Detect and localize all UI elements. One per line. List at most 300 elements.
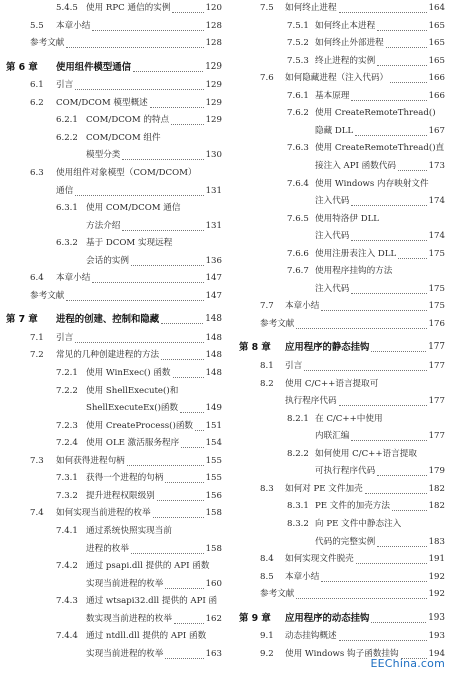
toc-entry (0, 147, 222, 162)
section-number: 7.5 (260, 3, 274, 13)
page-number: 162 (205, 613, 222, 624)
dot-leader (371, 622, 426, 623)
watermark-logo: EEChina.com (370, 657, 445, 670)
page-number: 130 (205, 150, 222, 161)
toc-entry (235, 446, 445, 461)
page-number: 175 (428, 301, 445, 312)
toc-entry (235, 358, 445, 373)
section-title: 通过 wtsapi32.dll 提供的 API 函 (86, 596, 218, 607)
toc-entry (0, 200, 222, 215)
page-number: 175 (428, 248, 445, 259)
section-title: 常见的几种创建进程的方法 (56, 350, 160, 361)
section-number: 7.3 (30, 455, 44, 466)
page-number: 176 (428, 318, 445, 329)
section-number: 5.4.5 (56, 3, 78, 13)
section-number: 7.1 (30, 332, 44, 343)
section-title: 参考文献 (260, 318, 295, 329)
section-title: 执行程序代码 (285, 396, 337, 407)
section-title: 模型分类 (86, 150, 121, 161)
page-number: 160 (205, 578, 222, 589)
dot-leader (195, 430, 204, 431)
dot-leader (122, 159, 204, 160)
dot-leader (172, 12, 204, 13)
dot-leader (127, 465, 204, 466)
section-number: 7.4 (30, 508, 44, 519)
toc-entry (0, 576, 222, 591)
dot-leader (339, 405, 427, 406)
toc-entry (0, 130, 222, 145)
page-number: 177 (428, 431, 445, 442)
section-number: 8.3.2 (287, 518, 309, 529)
section-title: 代码的完整实例 (315, 536, 376, 547)
section-number: 6.2 (30, 97, 44, 108)
section-title: 使用 OLE 激活服务程序 (86, 438, 180, 449)
page-number: 175 (428, 283, 445, 294)
page-number: 192 (428, 571, 445, 582)
section-title: 终止进程的实例 (315, 55, 376, 66)
section-title: 使用注册表注入 DLL (315, 248, 397, 259)
page-number: 177 (428, 361, 445, 371)
toc-entry (235, 105, 445, 120)
section-title: 会话的实例 (86, 255, 129, 266)
page-number: 147 (205, 290, 222, 301)
toc-entry (235, 298, 445, 313)
page-number: 128 (205, 38, 222, 49)
section-title: 参考文献 (30, 38, 65, 49)
dot-leader (161, 323, 203, 324)
page-number: 131 (205, 220, 222, 231)
toc-entry (235, 281, 445, 296)
section-number: 7.6.6 (287, 248, 309, 259)
dot-leader (75, 342, 204, 343)
toc-entry (0, 435, 222, 450)
page-number: 182 (428, 483, 445, 494)
section-title: 使用 Windows 内存映射文件 (315, 178, 429, 189)
page-number: 155 (205, 455, 222, 466)
section-title: 本章小结 (56, 20, 91, 31)
toc-entry (235, 176, 445, 191)
section-title: 本章小结 (285, 301, 320, 312)
toc-entry (235, 140, 445, 155)
dot-leader (66, 47, 204, 48)
toc-entry (235, 228, 445, 243)
dot-leader (173, 377, 204, 378)
dot-leader (339, 640, 427, 641)
section-number: 7.6.5 (287, 213, 309, 224)
toc-entry (235, 193, 445, 208)
section-title: 使用程序挂钩的方法 (315, 266, 393, 277)
toc-entry (0, 383, 222, 398)
toc-entry (0, 541, 222, 556)
page-number: 129 (205, 115, 222, 126)
dot-leader (92, 30, 204, 31)
page-number: 174 (428, 196, 445, 207)
toc-entry (235, 263, 445, 278)
toc-entry (0, 288, 222, 303)
section-title: 隐藏 DLL (315, 125, 354, 136)
section-title: 实现当前进程的枚举 (86, 578, 164, 589)
section-title: 如何终止外部进程 (315, 38, 384, 49)
toc-entry (0, 112, 222, 127)
section-title: 使用特洛伊 DLL (315, 213, 380, 224)
page-number: 165 (428, 55, 445, 66)
section-number: 9.2 (260, 648, 274, 659)
toc-chapter-heading (235, 339, 445, 354)
dot-leader (371, 351, 426, 352)
section-number: 8.2.1 (287, 413, 309, 424)
section-title: 向 PE 文件中静态注入 (315, 518, 402, 529)
dot-leader (296, 598, 427, 599)
toc-entry (0, 593, 222, 608)
page-number: 156 (205, 490, 222, 501)
section-number: 7.6.4 (287, 178, 309, 189)
toc-entry (235, 481, 445, 496)
section-title: 如何实现文件脱壳 (285, 554, 354, 565)
section-title: 使用 CreateRemoteThread() (315, 108, 436, 119)
toc-entry (235, 498, 445, 513)
dot-leader (165, 658, 204, 659)
section-number: 7.4.1 (56, 525, 78, 536)
toc-entry (0, 628, 222, 643)
page-number: 148 (205, 332, 222, 343)
page-number: 177 (428, 396, 445, 407)
section-title: 方法介绍 (86, 220, 121, 231)
toc-entry (0, 270, 222, 285)
section-title: 接注入 API 函数代码 (315, 160, 397, 171)
section-title: 使用 Windows 钩子函数挂钩 (285, 648, 399, 659)
dot-leader (296, 328, 427, 329)
toc-entry (0, 165, 222, 180)
section-title: 使用 CreateRemoteThread()直 (315, 143, 445, 154)
toc-entry (0, 470, 222, 485)
section-title: 如何实现当前进程的枚举 (56, 508, 151, 519)
page-number: 165 (428, 38, 445, 49)
dot-leader (351, 205, 427, 206)
toc-entry (0, 558, 222, 573)
section-title: 进程的枚举 (86, 543, 129, 554)
section-title: 参考文献 (30, 290, 65, 301)
section-number: 7.2.4 (56, 438, 78, 449)
chapter-number: 第 6 章 (6, 61, 38, 73)
dot-leader (365, 493, 427, 494)
page-number: 164 (428, 3, 445, 13)
section-title: PE 文件的加壳方法 (315, 501, 390, 512)
toc-entry (235, 123, 445, 138)
section-title: 注入代码 (315, 231, 350, 242)
section-title: 如何使用 C/C++语言提取 (315, 448, 417, 459)
section-title: 获得一个进程的句柄 (86, 473, 164, 484)
page-number: 173 (428, 160, 445, 171)
dot-leader (171, 124, 204, 125)
toc-entry (235, 376, 445, 391)
chapter-title: 进程的创建、控制和隐藏 (56, 314, 160, 326)
dot-leader (131, 265, 204, 266)
section-number: 7.6.1 (287, 90, 309, 101)
toc-entry (235, 463, 445, 478)
section-title: 通过系统快照实现当前 (86, 525, 172, 536)
section-title: 基于 DCOM 实现远程 (86, 238, 173, 249)
section-title: 使用 COM/DCOM 通信 (86, 203, 181, 214)
section-number: 7.7 (260, 301, 274, 312)
chapter-number: 第 9 章 (239, 612, 271, 624)
dot-leader (377, 65, 427, 66)
dot-leader (356, 563, 427, 564)
dot-leader (321, 581, 427, 582)
dot-leader (122, 230, 204, 231)
toc-entry (235, 534, 445, 549)
page-number: 148 (205, 350, 222, 361)
section-number: 8.3 (260, 483, 274, 494)
section-title: 使用 ShellExecute()和 (86, 385, 179, 396)
page-number: 158 (205, 508, 222, 519)
chapter-number: 第 8 章 (239, 342, 271, 354)
section-title: 使用 C/C++语言提取可 (285, 378, 379, 389)
toc-chapter-heading (235, 610, 445, 625)
section-number: 7.4.2 (56, 561, 78, 572)
toc-entry (235, 628, 445, 643)
dot-leader (157, 500, 204, 501)
chapter-title: 应用程序的动态挂钩 (285, 612, 370, 624)
section-title: 动态挂钩概述 (285, 631, 337, 642)
dot-leader (75, 89, 204, 90)
toc-entry (0, 646, 222, 661)
section-title: 可执行程序代码 (315, 466, 376, 477)
dot-leader (386, 47, 427, 48)
section-number: 7.3.1 (56, 473, 78, 484)
section-number: 7.6.3 (287, 143, 309, 154)
page-number: 148 (205, 314, 222, 325)
dot-leader (398, 170, 427, 171)
section-title: 基本原理 (315, 90, 350, 101)
toc-entry (235, 393, 445, 408)
section-title: 注入代码 (315, 196, 350, 207)
section-number: 7.4.3 (56, 596, 78, 607)
toc-entry (0, 523, 222, 538)
dot-leader (165, 482, 204, 483)
toc-entry (0, 505, 222, 520)
section-number: 7.5.3 (287, 55, 309, 66)
page-number: 191 (428, 554, 445, 565)
toc-entry (235, 158, 445, 173)
section-title: 使用 CreateProcess()函数 (86, 420, 194, 431)
section-title: 如何对 PE 文件加壳 (285, 483, 363, 494)
section-number: 7.6.7 (287, 266, 309, 277)
section-title: ShellExecuteEx()函数 (86, 403, 179, 414)
chapter-title: 应用程序的静态挂钩 (285, 342, 370, 354)
chapter-number: 第 7 章 (6, 314, 38, 326)
dot-leader (181, 447, 204, 448)
section-number: 8.5 (260, 571, 274, 582)
page-number: 131 (205, 185, 222, 196)
section-title: 使用组件对象模型（COM/DCOM） (56, 167, 197, 178)
dot-leader (351, 440, 427, 441)
chapter-title: 使用组件模型通信 (56, 61, 132, 73)
dot-leader (351, 240, 427, 241)
page-number: 179 (428, 466, 445, 477)
toc-entry (235, 411, 445, 426)
toc-entry (235, 18, 445, 33)
page-number: 163 (205, 648, 222, 659)
page-number: 128 (205, 20, 222, 31)
toc-entry (0, 183, 222, 198)
dot-leader (150, 107, 204, 108)
section-title: 引言 (56, 332, 74, 343)
dot-leader (377, 475, 427, 476)
section-title: 在 C/C++中使用 (315, 413, 383, 424)
section-title: COM/DCOM 组件 (86, 132, 161, 143)
section-number: 7.5.1 (287, 20, 309, 31)
dot-leader (131, 553, 204, 554)
section-number: 6.2.2 (56, 132, 78, 143)
section-number: 7.5.2 (287, 38, 309, 49)
section-number: 7.2.1 (56, 368, 78, 378)
toc-entry (0, 95, 222, 110)
page-number: 151 (205, 420, 222, 431)
page-number: 155 (205, 473, 222, 484)
section-title: 实现当前进程的枚举 (86, 648, 164, 659)
section-title: 本章小结 (56, 273, 91, 284)
toc-entry (235, 516, 445, 531)
page-number: 166 (428, 73, 445, 84)
dot-leader (351, 100, 427, 101)
toc-entry (0, 35, 222, 50)
dot-leader (180, 412, 204, 413)
dot-leader (377, 546, 427, 547)
toc-entry (0, 235, 222, 250)
toc-entry (235, 0, 445, 15)
page-number: 167 (428, 125, 445, 136)
toc-entry (0, 400, 222, 415)
page-number: 129 (205, 61, 222, 72)
page-number: 129 (205, 80, 222, 91)
page-number: 182 (428, 501, 445, 512)
dot-leader (351, 293, 427, 294)
section-title: 使用 RPC 通信的实例 (86, 3, 171, 13)
section-title: 参考文献 (260, 589, 295, 600)
toc-entry (0, 418, 222, 433)
dot-leader (92, 282, 204, 283)
page-number: 136 (205, 255, 222, 266)
toc-entry (235, 428, 445, 443)
section-title: 通过 ntdll.dll 提供的 API 函数 (86, 631, 207, 642)
toc-entry (235, 569, 445, 584)
toc-entry (0, 218, 222, 233)
section-number: 7.2 (30, 350, 44, 361)
section-number: 6.2.1 (56, 115, 78, 126)
dot-leader (304, 370, 427, 371)
section-title: 通过 psapi.dll 提供的 API 函数 (86, 561, 210, 572)
toc-entry (0, 453, 222, 468)
dot-leader (161, 359, 204, 360)
toc-entry (235, 211, 445, 226)
page-number: 149 (205, 403, 222, 414)
section-title: 如何隐藏进程（注入代码） (285, 73, 389, 84)
dot-leader (165, 588, 204, 589)
section-number: 6.4 (30, 273, 44, 284)
page-number: 154 (205, 438, 222, 449)
section-title: 引言 (56, 80, 74, 91)
toc-entry (0, 488, 222, 503)
dot-leader (339, 12, 427, 13)
section-number: 5.5 (30, 20, 44, 31)
section-title: 引言 (285, 361, 303, 371)
page-number: 194 (428, 648, 445, 659)
page-number: 183 (428, 536, 445, 547)
section-title: 如何获得进程句柄 (56, 455, 125, 466)
section-title: COM/DCOM 的特点 (86, 115, 170, 126)
section-number: 9.1 (260, 631, 274, 642)
toc-entry (0, 0, 222, 15)
dot-leader (321, 310, 427, 311)
section-number: 7.2.3 (56, 420, 78, 431)
dot-leader (66, 300, 204, 301)
dot-leader (153, 517, 204, 518)
section-number: 8.1 (260, 361, 274, 371)
toc-entry (235, 551, 445, 566)
toc-chapter-heading (0, 59, 222, 74)
page-number: 192 (428, 589, 445, 600)
page-number: 174 (428, 231, 445, 242)
section-number: 7.4.4 (56, 631, 78, 642)
section-number: 6.3 (30, 167, 44, 178)
page-number: 177 (428, 342, 445, 353)
section-title: 使用 WinExec() 函数 (86, 368, 171, 378)
section-number: 7.6 (260, 73, 274, 84)
section-title: 如何终止本进程 (315, 20, 376, 31)
page-number: 120 (205, 3, 222, 13)
section-title: 内联汇编 (315, 431, 350, 442)
page-number: 165 (428, 20, 445, 31)
section-number: 7.6.2 (287, 108, 309, 119)
toc-chapter-heading (0, 311, 222, 326)
page-number: 148 (205, 368, 222, 378)
page-number: 147 (205, 273, 222, 284)
section-number: 7.3.2 (56, 490, 78, 501)
section-number: 8.4 (260, 554, 274, 565)
toc-entry (235, 70, 445, 85)
page-number: 193 (428, 612, 445, 623)
dot-leader (392, 510, 427, 511)
section-number: 7.2.2 (56, 385, 78, 396)
dot-leader (390, 82, 427, 83)
toc-entry (0, 77, 222, 92)
dot-leader (377, 30, 427, 31)
section-title: 本章小结 (285, 571, 320, 582)
toc-entry (0, 18, 222, 33)
dot-leader (133, 71, 203, 72)
toc-entry (0, 347, 222, 362)
section-number: 8.2 (260, 378, 274, 389)
dot-leader (174, 623, 204, 624)
toc-entry (235, 316, 445, 331)
dot-leader (355, 135, 427, 136)
toc-entry (235, 88, 445, 103)
section-title: 如何终止进程 (285, 3, 337, 13)
section-title: COM/DCOM 模型概述 (56, 97, 148, 108)
section-number: 8.2.2 (287, 448, 309, 459)
toc-entry (0, 365, 222, 380)
page-number: 166 (428, 90, 445, 101)
section-title: 注入代码 (315, 283, 350, 294)
toc-entry (0, 330, 222, 345)
section-number: 8.3.1 (287, 501, 309, 512)
dot-leader (398, 258, 427, 259)
page-number: 129 (205, 97, 222, 108)
toc-entry (0, 611, 222, 626)
section-number: 6.3.1 (56, 203, 78, 214)
section-number: 6.1 (30, 80, 44, 91)
page-number: 158 (205, 543, 222, 554)
